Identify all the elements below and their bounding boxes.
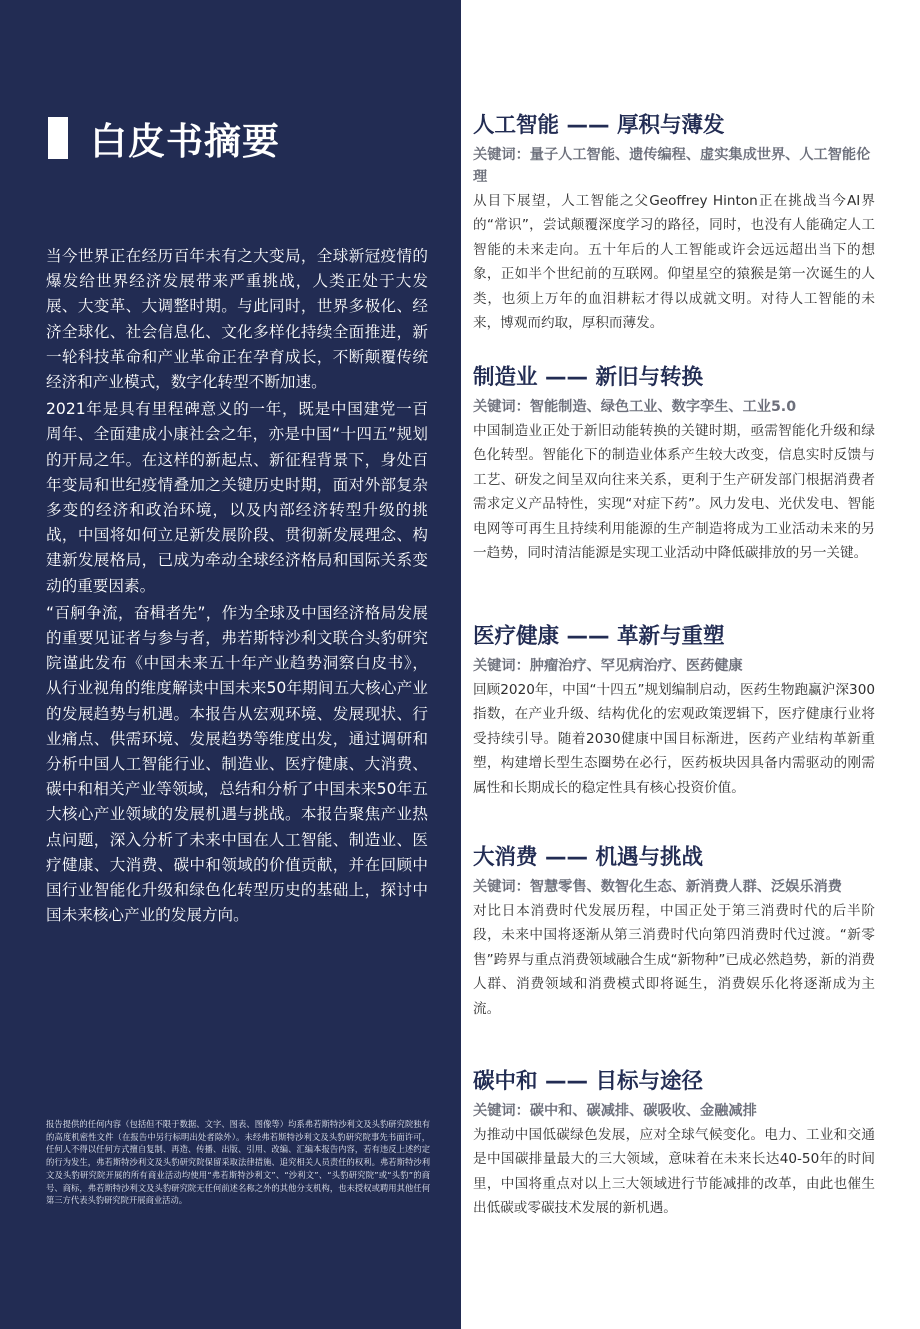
intro-paragraph: 2021年是具有里程碑意义的一年，既是中国建党一百周年、全面建成小康社会之年，亦是中国“十四五”规划的开局之年。在这样的新起点、新征程背景下，身处百年变局和世纪疫情叠加之关键历史时期，面对外部复杂多变的经济和政治环境，以及内部经济转型升级的挑战，中国将如何立足新发展阶段、贯彻新发展理念、构建新发展格局，已成为牵动全球经济格局和国际关系变动的重要因素。 — [46, 400, 428, 595]
intro-paragraph: “百舸争流，奋楫者先”，作为全球及中国经济格局发展的重要见证者与参与者，弗若斯特沙利文联合头豹研究院谨此发布《中国未来五十年产业趋势洞察白皮书》，从行业视角的维度解读中国未来50年期间五大核心产业的发展趋势与机遇。本报告从宏观环境、发展现状、行业痛点、供需环境、发展趋势等维度出发，通过调研和分析中国人工智能行业、制造业、医疗健康、大消费、碳中和相关产业等领域，总结和分析了中国未来50年五大核心产业领域的发展机遇与挑战。本报告聚焦产业热点问题，深入分析了未来中国在人工智能、制造业、医疗健康、大消费、碳中和领域的价值贡献，并在回顾中国行业智能化升级和绿色化转型历史的基础上，探讨中国未来核心产业的发展方向。 — [46, 603, 428, 925]
section-body: 回顾2020年，中国“十四五”规划编制启动，医药生物跑赢沪深300指数，在产业升级、结构优化的宏观政策逻辑下，医疗健康行业将受持续引导。随着2030健康中国目标渐进，医药产业结构革新重塑，构建增长型生态圈势在必行，医药板块因具备内需驱动的刚需属性和长期成长的稳定性具有核心投资价值。 — [473, 682, 875, 796]
intro-text — [46, 244, 428, 930]
section-ai — [473, 111, 875, 335]
section-title: 制造业 —— 新旧与转换 — [473, 365, 703, 390]
section-body: 从目下展望，人工智能之父Geoffrey Hinton正在挑战当今AI界的“常识”，尝试颠覆深度学习的路径，同时，也没有人能确定人工智能的未来走向。五十年后的人工智能或许会远远超出当下的想象，正如半个世纪前的互联网。仰望星空的猿猴是第一次诞生的人类，也须上万年的血泪耕耘才得以成就文明。对待人工智能的未来，博观而约取，厚积而薄发。 — [473, 193, 875, 332]
section-consumption — [473, 843, 875, 1021]
page-title: 白皮书摘要 — [90, 120, 280, 163]
section-keywords: 关键词：肿瘤治疗、罕见病治疗、医药健康 — [473, 658, 743, 674]
section-body: 为推动中国低碳绿色发展，应对全球气候变化。电力、工业和交通是中国碳排量最大的三大领域，意味着在未来长达40-50年的时间里，中国将重点对以上三大领域进行节能减排的改革，由此也催生出低碳或零碳技术发展的新机遇。 — [473, 1127, 875, 1217]
section-title: 碳中和 —— 目标与途径 — [473, 1069, 703, 1094]
disclaimer: 报告提供的任何内容（包括但不限于数据、文字、图表、图像等）均系弗若斯特沙利文及头豹研究院独有的高度机密性文件（在报告中另行标明出处者除外）。未经弗若斯特沙利文及头豹研究院事先书面许可，任何人不得以任何方式擅自复制、再造、传播、出版、引用、改编、汇编本报告内容，若有违反上述约定的行为发生，弗若斯特沙利文及头豹研究院保留采取法律措施、追究相关人员责任的权利。弗若斯特沙利文及头豹研究院开展的所有商业活动均使用“弗若斯特沙利文”、“沙利文”、“头豹研究院”或“头豹”的商号、商标，弗若斯特沙利文及头豹研究院无任何前述名称之外的其他分支机构，也未授权或聘用其他任何第三方代表头豹研究院开展商业活动。 — [46, 1119, 430, 1206]
section-body: 中国制造业正处于新旧动能转换的关键时期，亟需智能化升级和绿色化转型。智能化下的制造业体系产生较大改变，信息实时反馈与工艺、研发之间呈双向往来关系，更利于生产研发部门根据消费者需求定义产品特性，实现“对症下药”。风力发电、光伏发电、智能电网等可再生且持续利用能源的生产制造将成为工业活动未来的另一趋势，同时清洁能源是实现工业活动中降低碳排放的另一关键。 — [473, 423, 875, 562]
section-carbon-neutral — [473, 1067, 875, 1221]
section-title: 医疗健康 —— 革新与重塑 — [473, 624, 725, 649]
section-keywords: 关键词：智慧零售、数智化生态、新消费人群、泛娱乐消费 — [473, 879, 842, 895]
section-keywords: 关键词：量子人工智能、遗传编程、虚实集成世界、人工智能伦理 — [473, 147, 871, 185]
section-manufacturing — [473, 363, 875, 565]
section-title: 人工智能 —— 厚积与薄发 — [473, 113, 725, 138]
section-title: 大消费 —— 机遇与挑战 — [473, 845, 703, 870]
section-body: 对比日本消费时代发展历程，中国正处于第三消费时代的后半阶段，未来中国将逐渐从第三消费时代向第四消费时代过渡。“新零售”跨界与重点消费领域融合生成“新物种”已成必然趋势，新的消费人群、消费领域和消费模式即将诞生，消费娱乐化将逐渐成为主流。 — [473, 903, 875, 1017]
title-block — [48, 114, 280, 162]
section-keywords: 关键词：智能制造、绿色工业、数字孪生、工业5.0 — [473, 399, 797, 415]
section-healthcare — [473, 622, 875, 800]
title-accent-bar — [48, 117, 68, 159]
section-keywords: 关键词：碳中和、碳减排、碳吸收、金融减排 — [473, 1103, 757, 1119]
intro-paragraph: 当今世界正在经历百年未有之大变局，全球新冠疫情的爆发给世界经济发展带来严重挑战，人类正处于大发展、大变革、大调整时期。与此同时，世界多极化、经济全球化、社会信息化、文化多样化持续全面推进，新一轮科技革命和产业革命正在孕育成长，不断颠覆传统经济和产业模式，数字化转型不断加速。 — [46, 247, 428, 392]
